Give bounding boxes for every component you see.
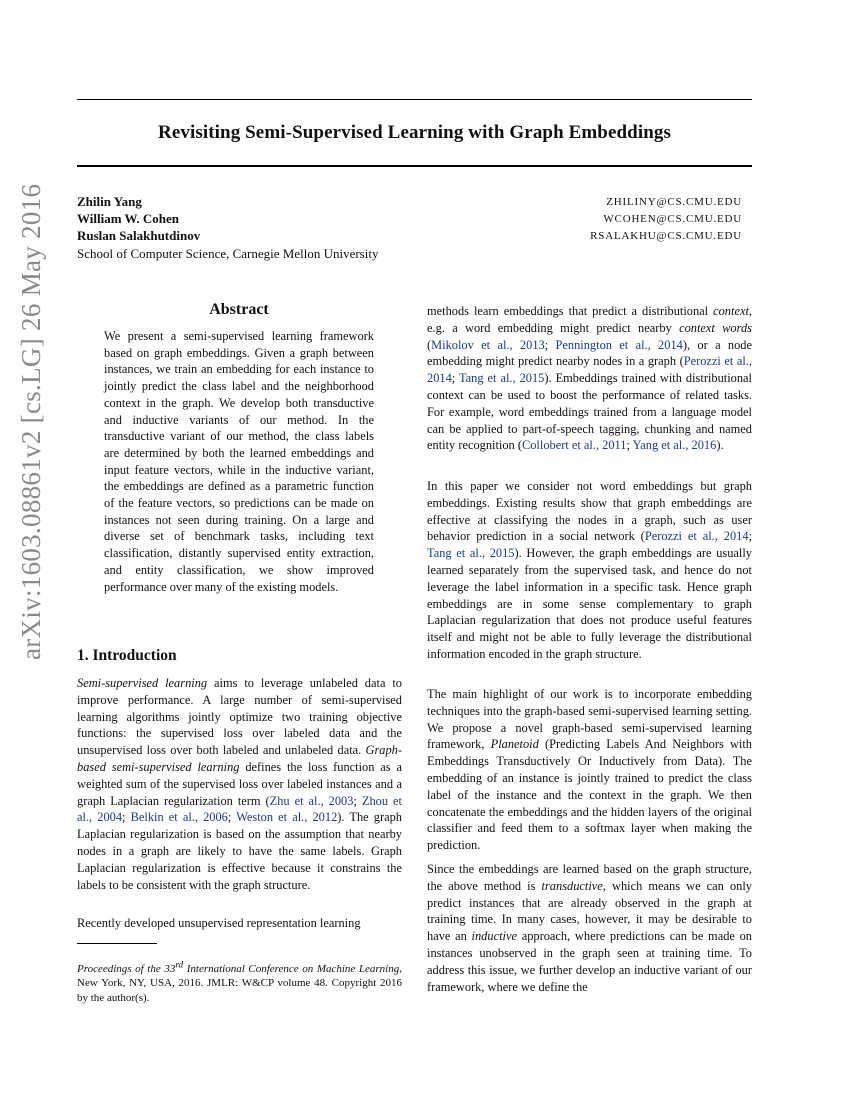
citation-link[interactable]: Collobert et al., 2011 (521, 438, 627, 453)
citation-link[interactable]: Weston et al., 2012 (236, 810, 338, 825)
abstract-heading: Abstract (209, 301, 269, 318)
author-email[interactable]: RSALAKHU@CS.CMU.EDU (590, 230, 742, 242)
author-name: Zhilin Yang (77, 194, 142, 209)
citation-link[interactable]: Perozzi et al., 2014 (644, 529, 749, 544)
arxiv-identifier-stamp: arXiv:1603.08861v2 [cs.LG] 26 May 2016 (16, 183, 46, 660)
title-rule-top (77, 99, 752, 100)
intro-paragraph-right-4: Since the embeddings are learned based on the graph structure, the above method is transductive, which means we can only predict instances that are already observed in the graph at training time. In many cases, however, it may be desirable to have an inductive approach, where predictions can be made on instances unobserved in the graph seen at training time. To address this issue, we further develop an inductive variant of our framework, where we define the (427, 862, 753, 994)
author-name: Ruslan Salakhutdinov (77, 228, 201, 243)
citation-link[interactable]: Tang et al., 2015 (458, 371, 545, 386)
citation-link[interactable]: Zhou et al., 2004 (77, 793, 402, 825)
citation-link[interactable]: Tang et al., 2015 (427, 546, 515, 561)
citation-link[interactable]: Perozzi et al., 2014 (427, 354, 752, 386)
citation-link[interactable]: Zhu et al., 2003 (269, 793, 354, 808)
intro-paragraph-right-2: In this paper we consider not word embeddings but graph embeddings. Existing results show that graph embeddings are effective at classifying the nodes in a graph, such as user behavior prediction in a social network (Perozzi et al., 2014; Tang et al., 2015). However, the graph embeddings are usually learned separately from the supervised task, and hence do not leverage the label information in a specific task. Hence graph embeddings are in some sense complementary to graph Laplacian regularization that does not produce useful features itself and might not be able to fully leverage the distributional information encoded in the graph structure. (427, 479, 753, 661)
citation-link[interactable]: Pennington et al., 2014 (555, 337, 683, 352)
title-rule-bottom (77, 165, 752, 167)
footnote-rule (77, 943, 157, 944)
footnote: Proceedings of the 33rd International Conference on Machine Learning, New York, NY, USA, 2016. JMLR: W&CP volume 48. Copyright 2016 by the author(s). (77, 959, 402, 1004)
author-email[interactable]: WCOHEN@CS.CMU.EDU (603, 213, 742, 225)
intro-paragraph-right-1: methods learn embeddings that predict a distributional context, e.g. a word embedding might predict nearby context words (Mikolov et al., 2013; Pennington et al., 2014), or a node embedding might predict nearby nodes in a graph (Perozzi et al., 2014; Tang et al., 2015). Embeddings trained with distributional context can be used to boost the performance of related tasks. For example, word embeddings trained from a language model can be applied to part-of-speech tagging, chunking and named entity recognition (Collobert et al., 2011; Yang et al., 2016). (427, 304, 752, 453)
citation-link[interactable]: Belkin et al., 2006 (130, 810, 228, 825)
citation-link[interactable]: Mikolov et al., 2013 (431, 337, 545, 352)
section-heading-introduction: 1. Introduction (77, 647, 177, 664)
author-email[interactable]: ZHILINY@CS.CMU.EDU (606, 196, 742, 208)
paper-title: Revisiting Semi-Supervised Learning with Graph Embeddings (158, 122, 671, 143)
intro-paragraph-2-start: Recently developed unsupervised representation learning (77, 916, 361, 930)
intro-paragraph-right-3: The main highlight of our work is to incorporate embedding techniques into the graph-based semi-supervised learning setting. We propose a novel graph-based semi-supervised learning framework, Planetoid (Predicting Labels And Neighbors with Embeddings Transductively Or Inductively from Data). The embedding of an instance is jointly trained to predict the class label of the instance and the context in the graph. We then concatenate the embeddings and the hidden layers of the original classifier and feed them to a softmax layer when making the prediction. (427, 687, 752, 853)
abstract-text: We present a semi-supervised learning framework based on graph embeddings. Given a graph between instances, we train an embedding for each instance to jointly predict the class label and the neighborhood context in the graph. We develop both transductive and inductive variants of our method. In the transductive variant of our method, the class labels are determined by both the learned embeddings and input feature vectors, while in the inductive variant, the embeddings are defined as a parametric function of the feature vectors, so predictions can be made on instances not seen during training. On a large and diverse set of benchmark tasks, including text classification, distantly supervised entity extraction, and entity classification, we show improved performance over many of the existing models. (104, 329, 374, 594)
citation-link[interactable]: Yang et al., 2016 (632, 438, 717, 453)
intro-paragraph-1: Semi-supervised learning aims to leverage unlabeled data to improve performance. A large number of semi-supervised learning algorithms jointly optimize two training objective functions: the supervised loss over labeled data and the unsupervised loss over both labeled and unlabeled data. Graph-based semi-supervised learning defines the loss function as a weighted sum of the supervised loss over labeled instances and a graph Laplacian regularization term (Zhu et al., 2003; Zhou et al., 2004; Belkin et al., 2006; Weston et al., 2012). The graph Laplacian regularization is based on the assumption that nearby nodes in a graph are likely to have the same labels. Graph Laplacian regularization is effective because it constrains the labels to be consistent with the graph structure. (77, 676, 402, 892)
affiliation: School of Computer Science, Carnegie Mellon University (77, 246, 379, 261)
author-name: William W. Cohen (77, 211, 179, 226)
